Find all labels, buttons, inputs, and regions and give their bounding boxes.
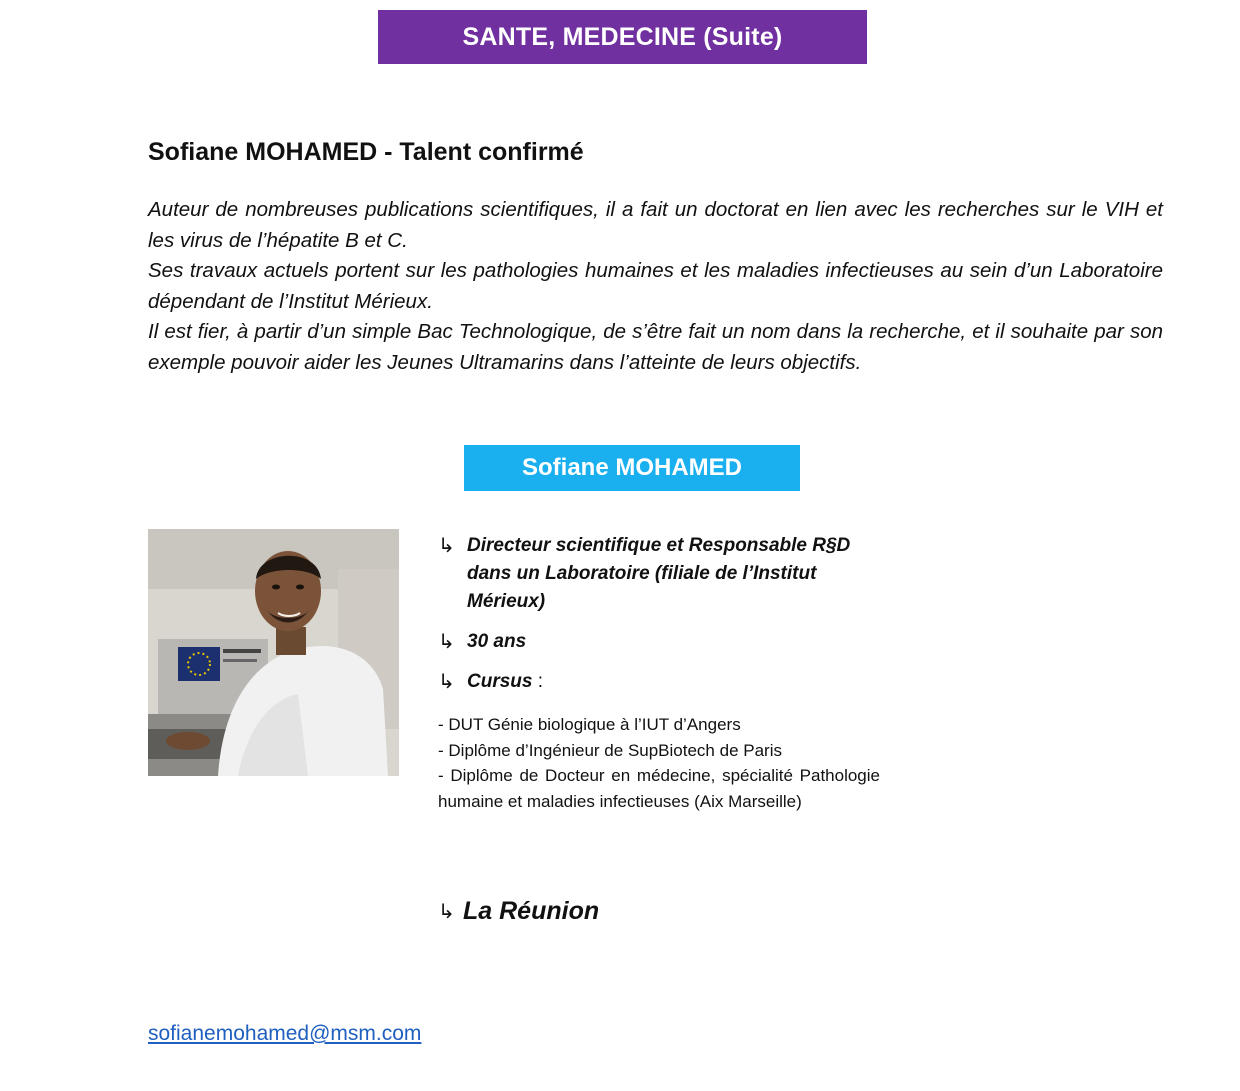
bio-paragraph: Il est fier, à partir d’un simple Bac Technologique, de s’être fait un nom dans la recherche, et il souhaite par son exemple pouvoir aider les Jeunes Ultramarins dans l’atteinte de leurs objectifs. [148,320,1163,374]
cursus-item: - Diplôme de Docteur en médecine, spécialité Pathologie humaine et maladies infectieuses (Aix Marseille) [438,766,880,811]
facts-list [438,532,880,814]
fact-age [438,628,880,656]
cursus-colon: : [532,671,544,692]
bio-text [148,195,1163,378]
arrow-icon: ↳ [438,671,455,693]
section-header-banner [378,10,867,64]
cursus-item: - DUT Génie biologique à l’IUT d’Angers [438,715,741,734]
role-text: Directeur scientifique et Responsable R§D dans un Laboratoire (filiale de l’Institut Mérieux) [467,535,851,612]
profile-title: Sofiane MOHAMED - Talent confirmé [148,138,584,166]
section-title: SANTE, MEDECINE (Suite) [462,22,783,51]
location-text: La Réunion [463,897,600,925]
name-banner [464,445,800,491]
profile-photo [148,529,399,776]
fact-cursus [438,668,880,696]
person-name: Sofiane MOHAMED [521,454,742,481]
arrow-icon: ↳ [438,535,455,557]
cursus-label: Cursus [467,671,533,692]
age-text: 30 ans [467,631,527,652]
bio-paragraph: Ses travaux actuels portent sur les pathologies humaines et les maladies infectieuses au sein d’un Laboratoire dépendant de l’Institut Mérieux. [148,259,1163,313]
arrow-icon: ↳ [438,900,455,923]
cursus-item: - Diplôme d’Ingénieur de SupBiotech de Paris [438,740,782,760]
cursus-heading [467,668,880,696]
bio-paragraph: Auteur de nombreuses publications scientifiques, il a fait un doctorat en lien avec les recherches sur le VIH et les virus de l’hépatite B et C. [148,198,1163,252]
fact-role [438,532,880,616]
email-link[interactable]: sofianemohamed@msm.com [148,1022,422,1045]
location [438,897,599,926]
arrow-icon: ↳ [438,631,455,653]
cursus-list [438,712,880,814]
